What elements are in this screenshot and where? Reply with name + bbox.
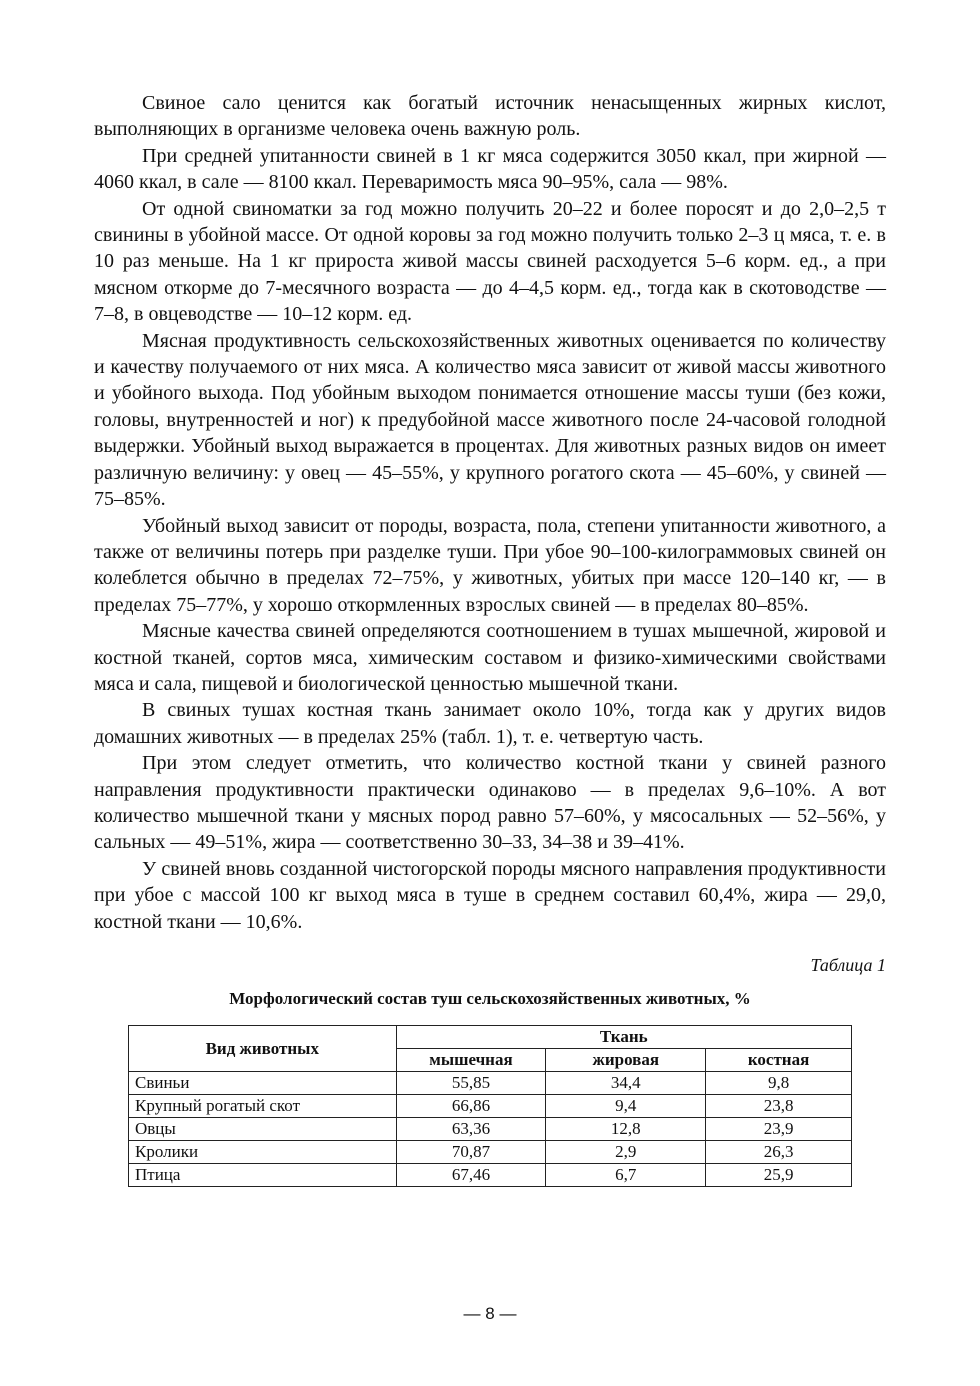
table-row <box>129 1141 852 1164</box>
cell-fat: 12,8 <box>546 1118 706 1141</box>
cell-bone: 26,3 <box>706 1141 852 1164</box>
cell-bone: 23,8 <box>706 1095 852 1118</box>
cell-bone: 9,8 <box>706 1072 852 1095</box>
table-label: Таблица 1 <box>810 955 886 975</box>
paragraph-7: В свиных тушах костная ткань занимает около 10%, тогда как у других видов домашних животных — в пределах 25% (табл. 1), т. е. четвертую часть. <box>94 699 886 748</box>
table-row <box>129 1118 852 1141</box>
page-number: — 8 — <box>463 1304 517 1323</box>
paragraph-8: При этом следует отметить, что количество костной ткани у свиней разного направления продуктивности практически одинаково — в пределах 9,6–10%. А вот количество мышечной ткани у мясных пород равно 57–60%, у мясосальных — 52–56%, у сальных — 49–51%, жира — соответственно 30–33, 34–38 и 39–41%. <box>94 752 886 854</box>
cell-fat: 6,7 <box>546 1164 706 1187</box>
row-name: Овцы <box>129 1118 397 1141</box>
row-name: Кролики <box>129 1141 397 1164</box>
paragraph-5: Убойный выход зависит от породы, возраста, пола, степени упитанности животного, а также от величины потерь при разделке туши. При убое 90–100-килограммовых свиней он колеблется обычно в пределах 72–75%, у животных, убитых при массе 120–140 кг, — в пределах 75–77%, у хорошо откормленных взрослых свиней — в пределах 80–85%. <box>94 514 886 616</box>
paragraph-4: Мясная продуктивность сельскохозяйственных животных оценивается по количеству и качеству получаемого от них мяса. А количество мяса зависит от живой массы животного и убойного выхода. Под убойным выходом понимается отношение массы туши (без кожи, головы, внутренностей и ног) к предубойной массе животного после 24-часовой голодной выдержки. Убойный выход выражается в процентах. Для животных разных видов он имеет различную величину: у овец — 45–55%, у крупного рогатого скота — 45–60%, у свиней — 75–85%. <box>94 329 886 511</box>
cell-bone: 25,9 <box>706 1164 852 1187</box>
cell-bone: 23,9 <box>706 1118 852 1141</box>
header-tissue: Ткань <box>396 1026 851 1049</box>
cell-fat: 2,9 <box>546 1141 706 1164</box>
cell-muscle: 67,46 <box>396 1164 546 1187</box>
cell-muscle: 55,85 <box>396 1072 546 1095</box>
paragraph-6: Мясные качества свиней определяются соотношением в тушах мышечной, жировой и костной тканей, сортов мяса, химическим составом и физико-химическими свойствами мяса и сала, пищевой и биологической ценностью мышечной ткани. <box>94 620 886 695</box>
header-bone: костная <box>706 1049 852 1072</box>
row-name: Крупный рогатый скот <box>129 1095 397 1118</box>
page-body <box>94 90 886 1187</box>
row-name: Свиньи <box>129 1072 397 1095</box>
cell-fat: 9,4 <box>546 1095 706 1118</box>
cell-muscle: 70,87 <box>396 1141 546 1164</box>
table-row <box>129 1095 852 1118</box>
table-title: Морфологический состав туш сельскохозяйственных животных, % <box>229 989 751 1008</box>
header-muscle: мышечная <box>396 1049 546 1072</box>
composition-table <box>128 1025 852 1187</box>
paragraph-9: У свиней вновь созданной чистогорской породы мясного направления продуктивности при убое с массой 100 кг выход мяса в туше в среднем составил 60,4%, жира — 29,0, костной ткани — 10,6%. <box>94 857 886 933</box>
paragraph-3: От одной свиноматки за год можно получить 20–22 и более поросят и до 2,0–2,5 т свинины в убойной массе. От одной коровы за год можно получить только 2–3 ц мяса, т. е. в 10 раз меньше. На 1 кг прироста живой массы свиней расходуется 5–6 корм. ед., а при мясном откорме до 7-месячного возраста — до 4–4,5 корм. ед., тогда как в скотоводстве — 7–8, в овцеводстве — 10–12 корм. ед. <box>94 197 886 326</box>
paragraph-2: При средней упитанности свиней в 1 кг мяса содержится 3050 ккал, при жирной — 4060 ккал, в сале — 8100 ккал. Переваримость мяса 90–95%, сала — 98%. <box>94 144 886 194</box>
cell-muscle: 63,36 <box>396 1118 546 1141</box>
table-header-row <box>129 1026 852 1049</box>
header-species: Вид животных <box>129 1026 397 1072</box>
row-name: Птица <box>129 1164 397 1187</box>
paragraph-1: Свиное сало ценится как богатый источник ненасыщенных жирных кислот, выполняющих в организме человека очень важную роль. <box>94 92 886 141</box>
cell-fat: 34,4 <box>546 1072 706 1095</box>
header-fat: жировая <box>546 1049 706 1072</box>
table-row <box>129 1164 852 1187</box>
table-row <box>129 1072 852 1095</box>
cell-muscle: 66,86 <box>396 1095 546 1118</box>
